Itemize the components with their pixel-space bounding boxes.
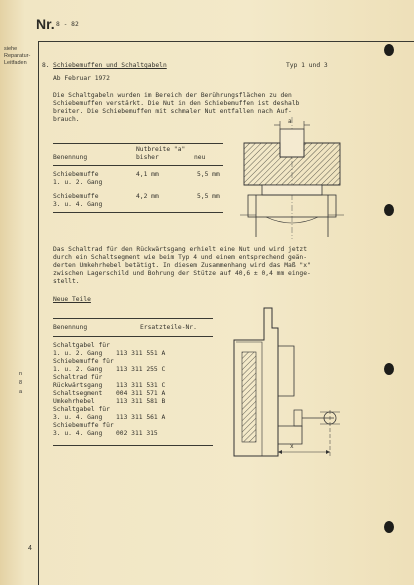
- table-rule: [53, 165, 223, 166]
- table2-row-name: Schaltrad für Rückwärtsgang: [53, 374, 103, 389]
- table1-row-bisher: 4,1 mm: [136, 171, 159, 178]
- section-title: Schiebemuffen und Schaltgabeln: [53, 62, 167, 69]
- table2-row-partnumber: 113 311 581 B: [116, 398, 166, 405]
- table2-header-ersatzteile: Ersatzteile-Nr.: [140, 324, 197, 331]
- type-label: Typ 1 und 3: [286, 62, 328, 69]
- punch-hole: [384, 363, 394, 375]
- neue-teile-heading: Neue Teile: [53, 296, 91, 303]
- table1-row-neu: 5,5 mm: [197, 171, 220, 178]
- sidebar-mark: a: [19, 389, 23, 395]
- punch-hole: [384, 44, 394, 56]
- table-rule: [53, 336, 213, 337]
- figure2-label: x: [290, 443, 294, 450]
- table-rule: [53, 318, 213, 319]
- section-number: 8.: [42, 62, 50, 69]
- table2-row-name: Umkehrhebel: [53, 398, 95, 405]
- date-label: Ab Februar 1972: [53, 75, 110, 82]
- punch-hole: [384, 521, 394, 533]
- table-rule: [53, 212, 223, 213]
- sleeve-section-drawing: [236, 117, 348, 239]
- number-label: Nr.: [36, 16, 55, 32]
- table2-row-partnumber: 113 311 561 A: [116, 414, 166, 421]
- table2-row-partnumber: 004 311 571 A: [116, 390, 166, 397]
- table1-row-name: Schiebemuffe 3. u. 4. Gang: [53, 193, 103, 208]
- table1-header-neu: neu: [194, 154, 206, 161]
- figure1-label: a: [288, 118, 292, 125]
- table2-row-partnumber: 113 311 551 A: [116, 350, 166, 357]
- table1-row-name: Schiebemuffe 1. u. 2. Gang: [53, 171, 103, 186]
- punch-hole: [384, 204, 394, 216]
- table2-row-partnumber: 113 311 531 C: [116, 382, 166, 389]
- paragraph-2: Das Schaltrad für den Rückwärtsgang erhielt eine Nut und wird jetzt durch ein Schaltsegment wie beim Typ 4 und einem entsprechend geän- derten Umkehrhebel betätigt. In diesem Zusammenhang wird das Maß "x" zwischen Lagerschild und Bohrung der Stütze auf 40,6 ± 0,4 mm einge- stellt.: [53, 246, 311, 285]
- paragraph-1: Die Schaltgabeln wurden im Bereich der Berührungsflächen zu den Schiebemuffen verstärkt. Die Nut in den Schiebemuffen ist deshalb breiter. Die Schiebemuffen mit schmaler Nut entfallen nach Auf- brauch.: [53, 92, 300, 123]
- table2-row-partnumber: 113 311 255 C: [116, 366, 166, 373]
- table2-row-name: Schaltsegment: [53, 390, 103, 397]
- table1-header-nutbreite: Nutbreite "a": [136, 146, 186, 153]
- table-rule: [53, 445, 213, 446]
- table2-row-name: Schaltgabel für 1. u. 2. Gang: [53, 342, 110, 357]
- table2-row-name: Schiebemuffe für 1. u. 2. Gang: [53, 358, 114, 373]
- number-value: 8 - 82: [56, 21, 79, 28]
- table1-row-bisher: 4,2 mm: [136, 193, 159, 200]
- table1-header-benennung: Benennung: [53, 154, 88, 161]
- page-number: 4: [28, 545, 32, 552]
- table2-row-partnumber: 002 311 315: [116, 430, 158, 437]
- table2-header-benennung: Benennung: [53, 324, 88, 331]
- reverse-gear-drawing: [232, 306, 354, 462]
- table1-row-neu: 5,5 mm: [197, 193, 220, 200]
- table1-header-bisher: bisher: [136, 154, 159, 161]
- table2-row-name: Schaltgabel für 3. u. 4. Gang: [53, 406, 110, 421]
- sidebar-mark: 8: [19, 380, 23, 386]
- header-rule: [38, 41, 414, 42]
- sidebar-mark: n: [19, 371, 23, 377]
- sidebar-note: siehe Reparatur-Leitfaden: [4, 46, 31, 66]
- table2-row-name: Schiebemuffe für 3. u. 4. Gang: [53, 422, 114, 437]
- margin-rule: [38, 41, 39, 585]
- table-rule: [53, 143, 223, 144]
